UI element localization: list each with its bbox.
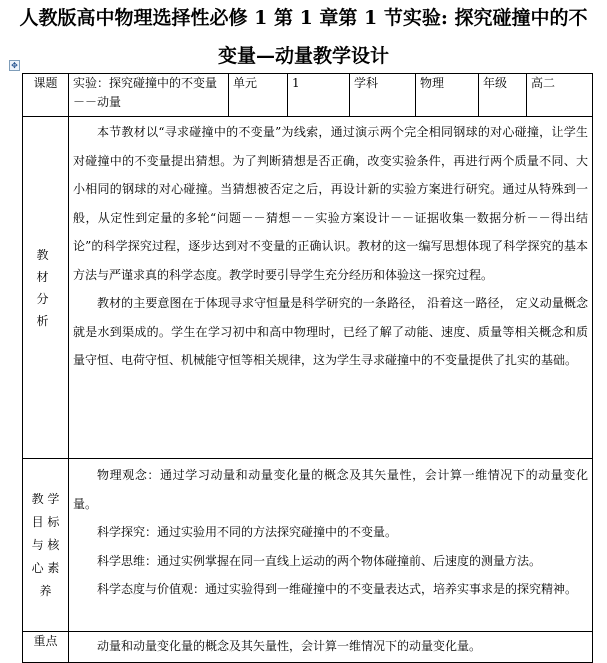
goals-label-line: 养 <box>39 583 52 598</box>
analysis-paragraph-1: 本节教材以“寻求碰撞中的不变量”为线索，通过演示两个完全相同钢球的对心碰撞，让学生对碰撞中的不变量提出猜想。为了判断猜想是否正确，改变实验条件，再进行两个质量不同、大小相同的钢球的对心碰撞。当猜想被否定之后，再设计新的实验方案进行研究。通过从特殊到一般，从定性到定量的多轮“问题－－猜想－－实验方案设计－－证据收集一数据分析－－得出结论”的科学探究过程，逐步达到对不变量的正确认识。教材的这一编写思想体现了科学探究的基本方法与严谨求真的科学态度。教学时要引导学生充分经历和体验这一探究过程。 <box>73 125 588 282</box>
key-points-row <box>23 632 593 663</box>
lesson-plan-table <box>22 73 593 663</box>
goal-item-scientific-thinking: 科学思维：通过实例掌握在同一直线上运动的两个物体碰撞前、后速度的测量方法。 <box>97 553 542 568</box>
textbook-analysis-content <box>69 117 593 459</box>
teaching-goals-row <box>23 459 593 632</box>
subject-label: 学科 <box>350 74 416 117</box>
grade-label: 年级 <box>479 74 527 117</box>
goal-item-attitude-values: 科学态度与价值观：通过实验得到一维碰撞中的不变量表达式，培养实事求是的探究精神。 <box>97 582 578 596</box>
grade-value: 高二 <box>527 74 593 117</box>
analysis-paragraph-2: 教材的主要意图在于体现寻求守恒量是科学研究的一条路径， 沿着这一路径， 定义动量概念就是水到渠成的。学生在学习初中和高中物理时，已经了解了动能、速度、质量等相关概念和质量守恒、电荷守恒、机械能守恒等相关规律，这为学生寻求碰撞中的不变量提供了扎实的基础。 <box>73 296 588 367</box>
goals-label-line: 教 学 <box>31 491 60 506</box>
key-points-text: 动量和动量变化量的概念及其矢量性，会计算一维情况下的动量变化量。 <box>97 639 482 653</box>
header-row <box>23 74 593 117</box>
goal-item-scientific-inquiry: 科学探究：通过实验用不同的方法探究碰撞中的不变量。 <box>97 525 398 539</box>
textbook-analysis-label <box>23 117 69 459</box>
textbook-analysis-row <box>23 117 593 459</box>
goal-item-physics-concept: 物理观念：通过学习动量和动量变化量的概念及其矢量性，会计算一维情况下的动量变化量。 <box>73 468 588 511</box>
key-points-content <box>69 632 593 663</box>
textbook-analysis-label-line: 教 材 <box>36 247 55 284</box>
document-title-line-1: 人教版高中物理选择性必修 1 第 1 章第 1 节实验: 探究碰撞中的不 <box>19 7 588 29</box>
topic-value: 实验：探究碰撞中的不变量－－动量 <box>69 74 229 117</box>
table-move-handle-icon[interactable]: ✥ <box>9 60 20 71</box>
unit-value: 1 <box>288 74 350 117</box>
goals-label-line: 心 素 <box>31 560 60 575</box>
topic-label: 课题 <box>23 74 69 117</box>
textbook-analysis-label-line: 分 析 <box>36 291 55 328</box>
subject-value: 物理 <box>416 74 479 117</box>
key-points-label: 重点 <box>23 632 69 663</box>
document-title-line-2: 变量—动量教学设计 <box>217 45 389 67</box>
teaching-goals-label <box>23 459 69 632</box>
goals-label-line: 与 核 <box>31 537 60 552</box>
goals-label-line: 目 标 <box>31 514 60 529</box>
teaching-goals-content <box>69 459 593 632</box>
unit-label: 单元 <box>229 74 288 117</box>
